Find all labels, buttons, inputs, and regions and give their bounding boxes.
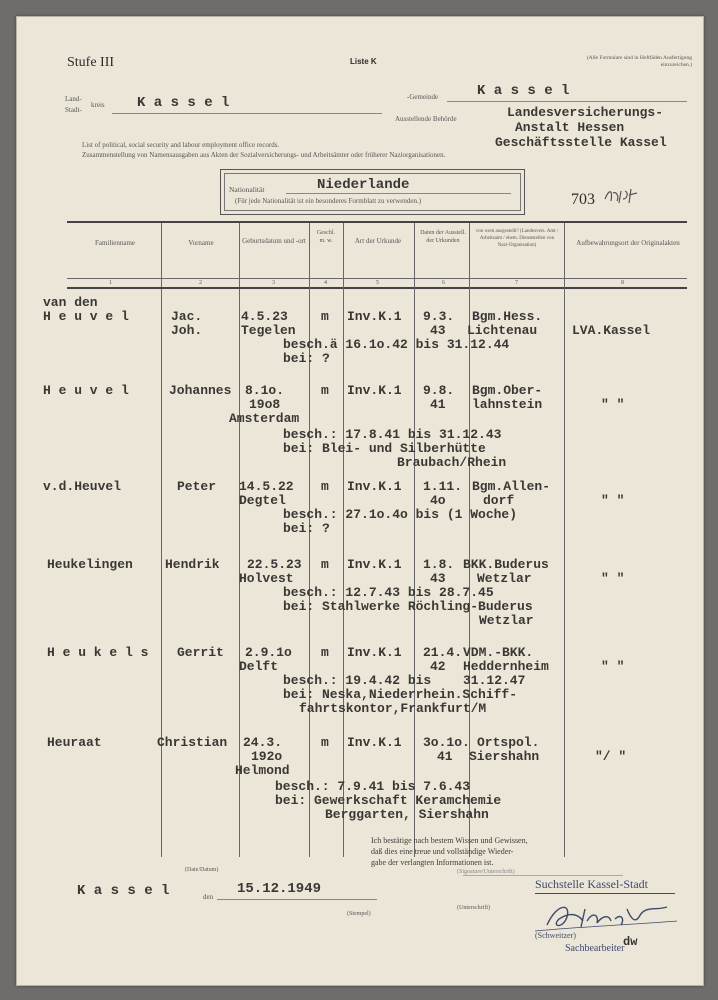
document-type: Inv.K.1	[347, 383, 402, 398]
employment-place: Wetzlar	[479, 613, 534, 628]
birth-date: 19o8	[249, 397, 281, 412]
date-underline	[217, 899, 377, 900]
given-name: Christian	[157, 735, 228, 750]
stempel-label: (Stempel)	[347, 911, 371, 917]
document-date: 3o.1o.	[423, 735, 470, 750]
stamp-name: (Schweitzer)	[535, 931, 576, 940]
family-name: Heuraat	[47, 735, 102, 750]
document-type: Inv.K.1	[347, 309, 402, 324]
employment-place: bei: Blei- und Silberhütte	[283, 441, 486, 456]
col-num-3: 3	[272, 280, 275, 286]
issuer: lahnstein	[472, 397, 543, 412]
birth-place: Holvest	[239, 571, 294, 586]
document-date: 9.8.	[423, 383, 455, 398]
family-name: van den	[43, 295, 98, 310]
col-num-7: 7	[515, 280, 518, 286]
list-description-en: List of political, social security and labour employment office records.	[82, 141, 280, 149]
document-sheet	[16, 16, 704, 986]
employment-place: Braubach/Rhein	[397, 455, 507, 470]
attestation-line-2: daß dies eine treue und vollständige Wieder-	[371, 847, 514, 856]
document-date: 1.11.	[423, 479, 463, 494]
employment-place: bei: Gewerkschaft Keramchemie	[275, 793, 502, 808]
sex: m	[321, 645, 329, 660]
issuer: Siershahn	[469, 749, 540, 764]
issuer: 31.12.47	[463, 673, 526, 688]
issuer: dorf	[483, 493, 515, 508]
nationality-label: Nationalität	[229, 185, 265, 194]
table-header-bottom-rule	[67, 287, 687, 289]
kreis-underline	[112, 113, 382, 114]
col-header-aussteller: von wem ausgestellt? (Landesvers. Amt / Arbeitsamt / ehem. Dienststellen von Nazi-Organisation)	[475, 229, 559, 248]
col-num-5: 5	[376, 280, 379, 286]
col-divider-4	[343, 223, 344, 857]
employment-period: besch.: 17.8.41 bis 31.12.43	[283, 427, 502, 442]
document-date: 21.4.	[423, 645, 463, 660]
col-num-6: 6	[442, 280, 445, 286]
stufe-label: Stufe III	[67, 55, 115, 70]
employment-place: fahrtskontor,Frankfurt/M	[299, 701, 487, 716]
sex: m	[321, 735, 329, 750]
footer-date: 15.12.1949	[237, 881, 322, 897]
col-num-8: 8	[621, 280, 624, 286]
issuer: BKK.Buderus	[463, 557, 549, 572]
col-header-geschlecht: Geschl. m. w.	[316, 230, 336, 244]
attestation-line-1: Ich bestätige nach bestem Wissen und Gewissen,	[371, 836, 528, 845]
submission-note: (Alle Formulare sind in Heftfäden Ausfertigung einzureichen.)	[586, 55, 692, 68]
nationality-value: Niederlande	[317, 177, 410, 193]
employment-place: bei: Neska,Niederrhein.Schiff-	[283, 687, 518, 702]
document-date: 4o	[430, 493, 446, 508]
issuer: Bgm.Hess.	[472, 309, 543, 324]
sex: m	[321, 309, 329, 324]
archive-location: " "	[601, 571, 625, 586]
col-divider-1	[161, 223, 162, 287]
stamp-role: Sachbearbeiter	[565, 943, 625, 954]
document-date: 1.8.	[423, 557, 455, 572]
stamp-rule	[535, 893, 675, 894]
employment-place: bei: ?	[283, 521, 330, 536]
given-name: Hendrik	[165, 557, 220, 572]
birth-place: Delft	[239, 659, 279, 674]
col-divider-3	[309, 223, 310, 857]
archive-location: "/ "	[595, 749, 627, 764]
given-name: Gerrit	[177, 645, 224, 660]
signature-label: (Signature/Unterschrift)	[457, 869, 515, 875]
birth-place: Helmond	[235, 763, 290, 778]
family-name: H e u k e l s	[47, 645, 149, 660]
birth-date: 8.1o.	[245, 383, 285, 398]
issuer: Bgm.Allen-	[472, 479, 551, 494]
birth-place: Amsterdam	[229, 411, 300, 426]
document-date: 42	[430, 659, 446, 674]
given-name: Peter	[177, 479, 217, 494]
sex: m	[321, 479, 329, 494]
col-num-4: 4	[324, 280, 327, 286]
issuer: Heddernheim	[463, 659, 549, 674]
footer-place: K a s s e l	[77, 883, 170, 899]
family-name: H e u v e l	[43, 383, 129, 398]
employment-period: besch.: 19.4.42 bis	[283, 673, 432, 688]
behoerde-label: Ausstellende Behörde	[395, 115, 457, 123]
col-header-familienname: Familienname	[94, 239, 136, 247]
document-date: 9.3.	[423, 309, 455, 324]
nationality-box	[220, 169, 525, 215]
archive-location: LVA.Kassel	[572, 323, 651, 338]
gemeinde-label: -Gemeinde	[407, 93, 439, 101]
col-header-art: Art der Urkunde	[354, 237, 402, 245]
document-type: Inv.K.1	[347, 479, 402, 494]
employment-period: besch.: 27.1o.4o bis (1 Woche)	[283, 507, 518, 522]
birth-date: 22.5.23	[247, 557, 302, 572]
gemeinde-value: K a s s e l	[477, 83, 570, 99]
document-date: 41	[430, 397, 446, 412]
issuer: Lichtenau	[467, 323, 538, 338]
document-type: Inv.K.1	[347, 557, 402, 572]
kreis-value: K a s s e l	[137, 95, 230, 111]
list-description-de: Zusammenstellung von Namensausgaben aus Akten der Sozialversicherungs- und Arbeitsämter oder früherer Naziorganisationen.	[82, 151, 446, 159]
behoerde-line3: Geschäftsstelle Kassel	[495, 135, 667, 150]
family-name: H e u v e l	[43, 309, 129, 324]
col-num-1: 1	[109, 280, 112, 286]
den-label: den	[203, 893, 214, 901]
document-type: Inv.K.1	[347, 735, 402, 750]
archive-location: " "	[601, 493, 625, 508]
stamp-office: Suchstelle Kassel-Stadt	[535, 877, 648, 891]
archive-location: " "	[601, 659, 625, 674]
land-prefix: Land-	[65, 95, 82, 103]
col-divider-1b	[161, 289, 162, 857]
birth-date: 4.5.23	[241, 309, 288, 324]
document-date: 41	[437, 749, 453, 764]
table-top-rule	[67, 221, 687, 223]
birth-date: 24.3.	[243, 735, 283, 750]
issuer: Wetzlar	[477, 571, 532, 586]
given-name: Joh.	[171, 323, 203, 338]
employment-place: Berggarten, Siershahn	[325, 807, 489, 822]
sex: m	[321, 557, 329, 572]
issuer: Ortspol.	[477, 735, 540, 750]
birth-place: Degtel	[239, 493, 286, 508]
col-header-aufbewahrung: Aufbewahrungsort der Originalakten	[576, 239, 680, 247]
document-date: 43	[430, 571, 446, 586]
col-divider-7	[564, 223, 565, 857]
col-header-daten: Daten der Ausstell. der Urkunden	[420, 230, 466, 244]
employment-period: besch.ä 16.1o.42 bis 31.12.44	[283, 337, 510, 352]
given-name: Johannes	[169, 383, 232, 398]
stadt-prefix: Stadt-	[65, 106, 82, 114]
birth-date: 192o	[251, 749, 283, 764]
signature-line	[463, 875, 623, 876]
date-label: (Date/Datum)	[185, 867, 219, 873]
attestation-line-3: gabe der verlangten Informationen ist.	[371, 858, 494, 867]
employment-place: bei: ?	[283, 351, 330, 366]
document-type: Inv.K.1	[347, 645, 402, 660]
employment-period: besch.: 7.9.41 bis 7.6.43	[275, 779, 471, 794]
issuer: Bgm.Ober-	[472, 383, 543, 398]
col-divider-2	[239, 223, 240, 287]
issuer: VDM.-BKK.	[463, 645, 534, 660]
birth-date: 2.9.1o	[245, 645, 292, 660]
col-num-2: 2	[199, 280, 202, 286]
header-num-rule	[67, 278, 687, 279]
col-header-vorname: Vorname	[188, 239, 214, 247]
given-name: Jac.	[171, 309, 203, 324]
sex: m	[321, 383, 329, 398]
col-header-geburtsdatum: Geburtsdatum und -ort	[242, 237, 306, 245]
unterschrift-label: (Unterschrift)	[457, 905, 490, 911]
birth-place: Tegelen	[241, 323, 296, 338]
liste-label: Liste K	[350, 57, 377, 66]
birth-date: 14.5.22	[239, 479, 294, 494]
archive-location: " "	[601, 397, 625, 412]
list-number: 703	[571, 191, 595, 208]
document-date: 43	[430, 323, 446, 338]
family-name: v.d.Heuvel	[43, 479, 122, 494]
col-divider-5	[414, 223, 415, 857]
employment-period: besch.: 12.7.43 bis 28.7.45	[283, 585, 494, 600]
initials-scribble-icon	[603, 185, 643, 207]
family-name: Heukelingen	[47, 557, 133, 572]
attestation-text	[371, 835, 611, 868]
kreis-label: kreis	[91, 101, 105, 109]
employment-place: bei: Stahlwerke Röchling-Buderus	[283, 599, 533, 614]
behoerde-line2: Anstalt Hessen	[515, 120, 625, 135]
stamp-initials: dw	[623, 935, 638, 949]
behoerde-line1: Landesversicherungs-	[507, 105, 664, 120]
gemeinde-underline	[447, 101, 687, 102]
nationality-note: (Für jede Nationalität ist ein besonderes Formblatt zu verwenden.)	[235, 197, 422, 205]
